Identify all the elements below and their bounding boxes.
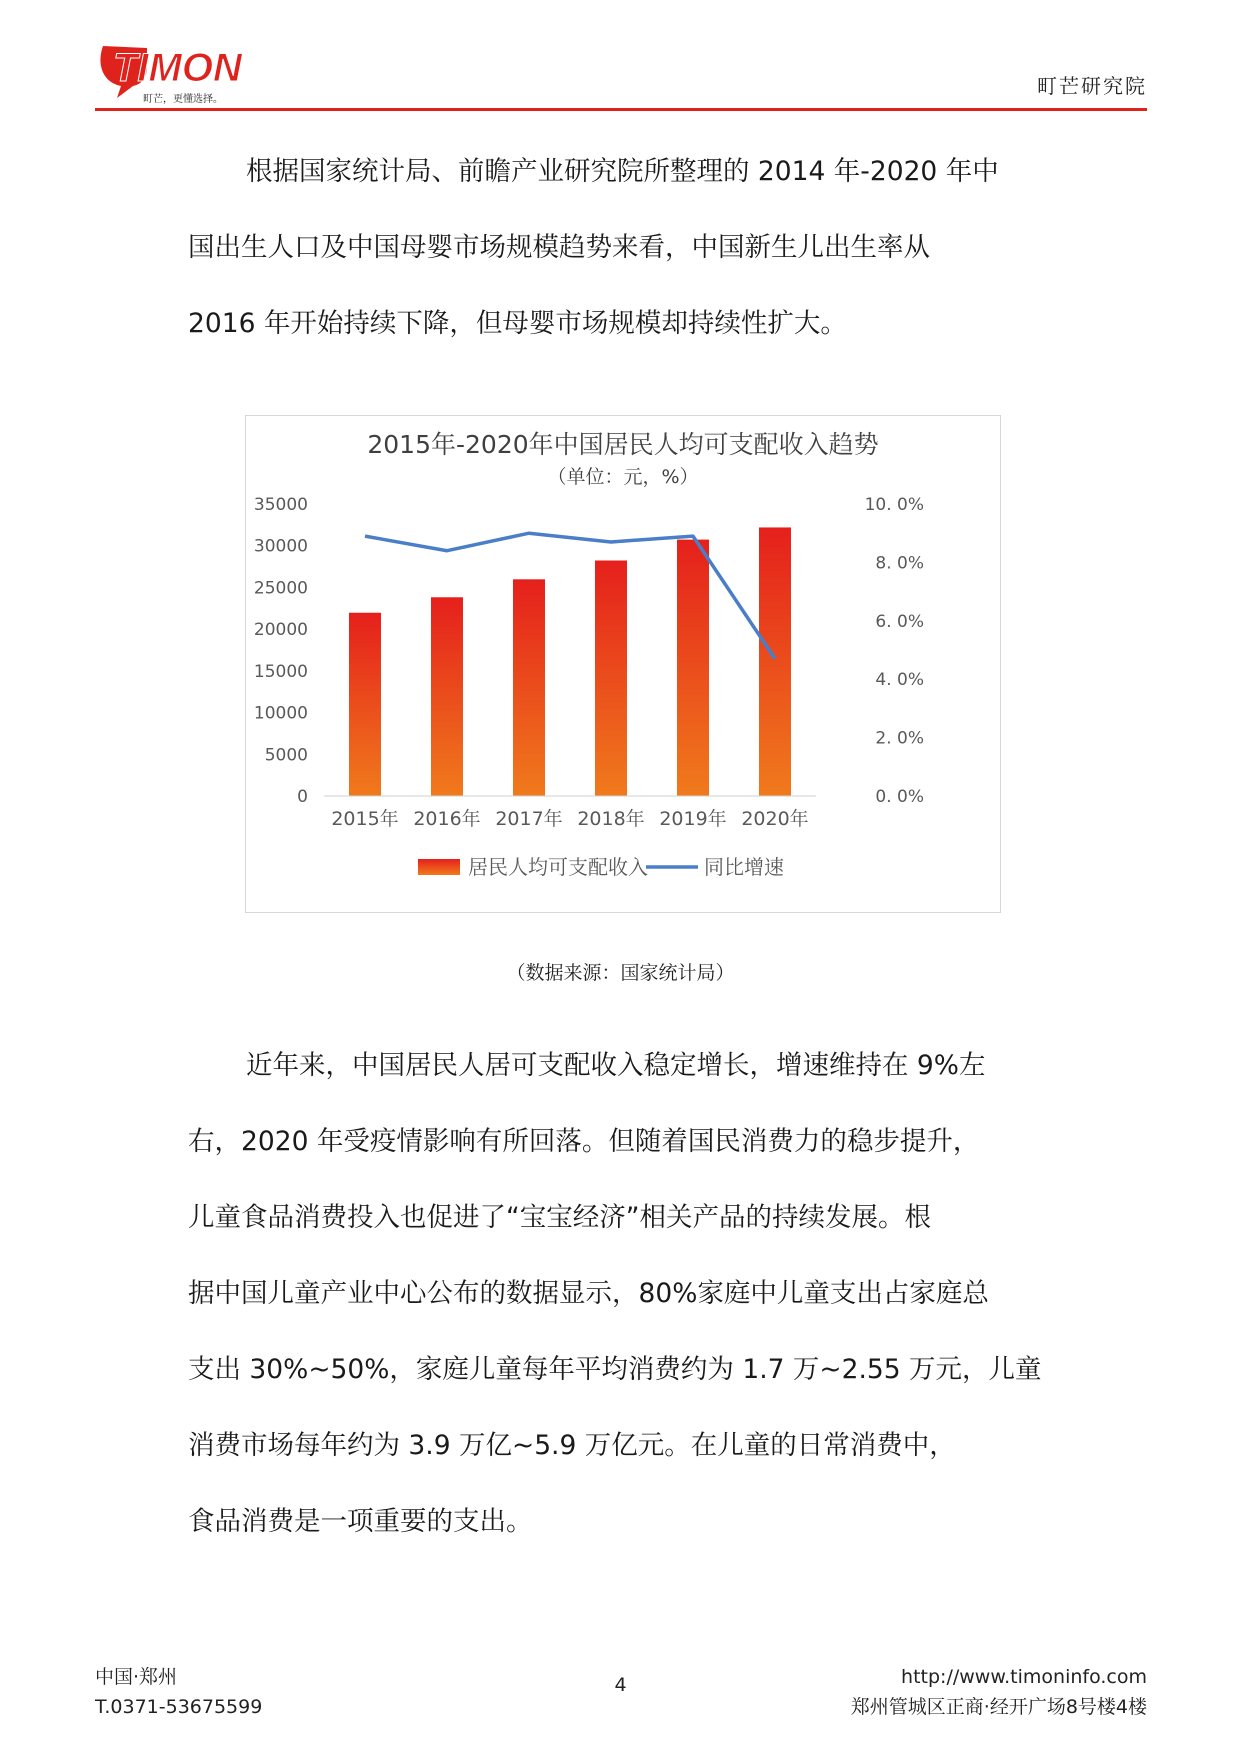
y-left-tick-label: 10000 [253,703,308,724]
legend-bar-label: 居民人均可支配收入 [468,855,648,879]
page-header [95,30,1147,112]
y-right-tick-label: 10. 0% [864,495,924,515]
body-line: 近年来，中国居民人居可支配收入稳定增长，增速维持在 9%左 [246,1050,986,1081]
org-name: 町芒研究院 [1037,74,1147,98]
x-tick-label: 2017年 [495,808,563,830]
legend-bar-swatch [418,859,460,875]
x-tick-label: 2016年 [413,808,481,830]
footer-address-block [851,1662,1147,1722]
intro-line: 根据国家统计局、前瞻产业研究院所整理的 2014 年-2020 年中 [246,156,999,187]
footer-website[interactable]: http://www.timoninfo.com [901,1666,1147,1688]
svg-text:町芒，更懂选择。: 町芒，更懂选择。 [143,94,223,105]
body-line: 据中国儿童产业中心公布的数据显示，80%家庭中儿童支出占家庭总 [188,1278,989,1309]
y-left-tick-label: 5000 [264,745,308,766]
income-chart [245,415,1001,913]
legend-line-label: 同比增速 [704,855,784,879]
x-tick-label: 2015年 [331,808,399,830]
page-number: 4 [614,1674,627,1696]
x-tick-label: 2020年 [741,808,809,830]
footer-location: 中国·郑州 [95,1666,178,1688]
y-left-tick-label: 0 [297,787,308,807]
body-line: 支出 30%~50%，家庭儿童每年平均消费约为 1.7 万~2.55 万元，儿童 [188,1354,1042,1385]
income-bar [677,540,709,796]
income-chart-svg [246,416,1000,912]
chart-subtitle: （单位：元，%） [547,466,699,488]
income-bar [759,527,791,796]
y-left-tick-label: 30000 [253,536,308,557]
y-right-tick-label: 6. 0% [875,611,924,632]
footer-address: 郑州管城区正商·经开广场8号楼4楼 [850,1696,1147,1718]
svg-text:TIMON: TIMON [113,46,242,90]
footer-phone: T.0371-53675599 [95,1696,263,1718]
body-line: 消费市场每年约为 3.9 万亿~5.9 万亿元。在儿童的日常消费中， [188,1430,956,1461]
body-line: 食品消费是一项重要的支出。 [188,1506,533,1537]
intro-line: 2016 年开始持续下降，但母婴市场规模却持续性扩大。 [188,308,847,339]
income-bar [595,560,627,796]
body-paragraph [188,1028,1058,1560]
growth-rate-line [365,533,775,659]
y-right-tick-label: 4. 0% [875,670,924,691]
chart-title: 2015年-2020年中国居民人均可支配收入趋势 [367,430,879,459]
body-line: 儿童食品消费投入也促进了“宝宝经济”相关产品的持续发展。根 [188,1202,931,1233]
y-left-tick-label: 25000 [253,578,308,599]
income-bar [349,613,381,796]
timon-logo [95,36,335,106]
intro-line: 国出生人口及中国母婴市场规模趋势来看，中国新生儿出生率从 [188,232,930,263]
y-right-tick-label: 2. 0% [875,728,924,749]
y-left-tick-label: 15000 [253,661,308,682]
header-divider [95,108,1147,111]
y-right-tick-label: 8. 0% [875,553,924,574]
income-bar [431,597,463,796]
y-left-tick-label: 35000 [253,495,308,515]
y-right-tick-label: 0. 0% [875,787,924,807]
x-tick-label: 2019年 [659,808,727,830]
chart-caption: （数据来源：国家统计局） [506,962,735,984]
y-left-tick-label: 20000 [253,620,308,641]
x-tick-label: 2018年 [577,808,645,830]
income-bar [513,579,545,796]
body-line: 右，2020 年受疫情影响有所回落。但随着国民消费力的稳步提升， [188,1126,980,1157]
intro-paragraph [188,134,1058,362]
